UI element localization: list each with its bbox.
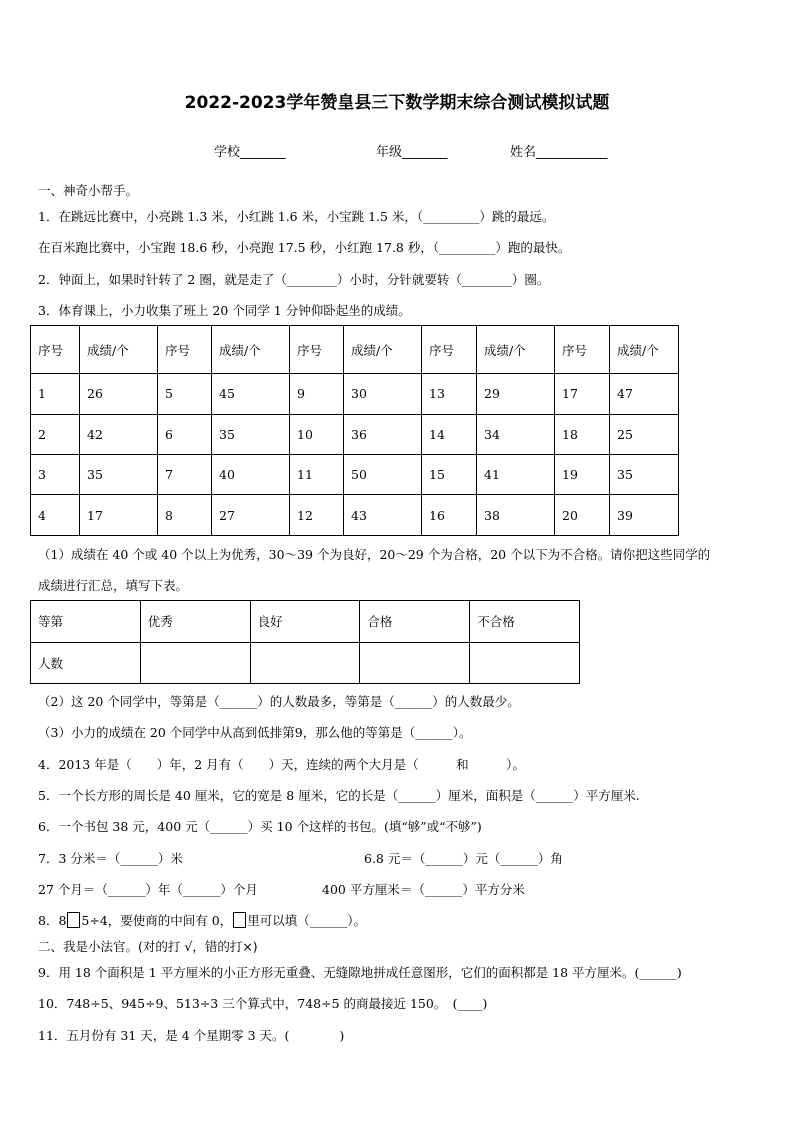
table-cell: 13 [422,374,477,414]
header-cell: 序号 [422,326,477,374]
section-1-heading: 一、神奇小帮手。 [38,183,139,198]
table-cell: 29 [477,374,555,414]
table-cell: 3 [31,455,80,495]
question-7a: 7．3 分米＝（______）米 [38,851,183,866]
question-8-suffix: 里可以填（______）。 [247,913,366,928]
page-title: 2022-2023学年赞皇县三下数学期末综合测试模拟试题 [184,93,610,113]
table-cell: 50 [344,455,422,495]
question-1a: 1．在跳远比赛中，小亮跳 1.3 米，小红跳 1.6 米，小宝跳 1.5 米，（_________）跳的最远。 [38,209,555,224]
question-4: 4．2013 年是（ ）年，2 月有（ ）天，连续的两个大月是（ 和 ）。 [38,757,525,772]
table-cell: 25 [610,414,679,454]
header-cell: 成绩/个 [610,326,679,374]
question-11: 11．五月份有 31 天，是 4 个星期零 3 天。( ) [38,1028,345,1043]
answer-cell[interactable] [140,642,250,684]
answer-cell[interactable] [250,642,360,684]
header-cell: 成绩/个 [212,326,290,374]
grade-field: 年级_______ [376,145,448,160]
table-row [31,414,679,454]
header-cell: 成绩/个 [80,326,158,374]
table-cell: 14 [422,414,477,454]
question-7b: 6.8 元＝（______）元（______）角 [364,851,563,866]
table-header-row [31,326,679,374]
table-cell: 10 [290,414,344,454]
question-5: 5．一个长方形的周长是 40 厘米，它的宽是 8 厘米，它的长是（______）厘米，面积是（______）平方厘米. [38,788,640,803]
header-cell: 序号 [290,326,344,374]
table-cell: 30 [344,374,422,414]
table-cell: 7 [158,455,212,495]
question-3-part-2: （2）这 20 个同学中，等第是（______）的人数最多，等第是（______）的人数最少。 [38,694,520,709]
header-cell: 等第 [31,601,141,643]
name-field: 姓名___________ [510,145,608,160]
blank-box[interactable] [67,912,80,928]
header-cell: 优秀 [140,601,250,643]
table-cell: 47 [610,374,679,414]
question-3-part-1b: 成绩进行汇总，填写下表。 [38,578,189,593]
table-cell: 1 [31,374,80,414]
table-cell: 38 [477,495,555,536]
table-cell: 35 [80,455,158,495]
question-8 [38,911,366,929]
question-6: 6．一个书包 38 元，400 元（______）买 10 个这样的书包。(填“够”或“不够”) [38,819,482,834]
table-cell: 16 [422,495,477,536]
question-7c: 27 个月＝（______）年（______）个月 [38,882,258,897]
table-cell: 11 [290,455,344,495]
table-cell: 19 [555,455,610,495]
table-cell: 26 [80,374,158,414]
table-cell: 17 [555,374,610,414]
question-3-part-1a: （1）成绩在 40 个或 40 个以上为优秀，30～39 个为良好，20～29 个为合格，20 个以下为不合格。请你把这些同学的 [38,547,711,562]
question-3-part-3: （3）小力的成绩在 20 个同学中从高到低排第9，那么他的等第是（______）。 [38,725,472,740]
header-cell: 序号 [158,326,212,374]
table-cell: 9 [290,374,344,414]
question-9: 9．用 18 个面积是 1 平方厘米的小正方形无重叠、无缝隙地拼成任意图形，它们的面积都是 18 平方厘米。(______) [38,965,682,980]
header-cell: 成绩/个 [477,326,555,374]
question-8-middle: 5÷4，要使商的中间有 0， [81,913,233,928]
table-cell: 36 [344,414,422,454]
table-cell: 45 [212,374,290,414]
table-row [31,642,580,684]
header-cell: 序号 [31,326,80,374]
table-cell: 20 [555,495,610,536]
question-7d: 400 平方厘米＝（______）平方分米 [322,882,525,897]
table-cell: 2 [31,414,80,454]
table-cell: 4 [31,495,80,536]
section-2-heading: 二、我是小法官。(对的打 √，错的打×) [38,939,258,954]
table-cell: 35 [212,414,290,454]
table-cell: 40 [212,455,290,495]
question-1b: 在百米跑比赛中，小宝跑 18.6 秒，小亮跑 17.5 秒，小红跑 17.8 秒，（_________）跑的最快。 [38,240,571,255]
table-header-row [31,601,580,643]
table-cell: 6 [158,414,212,454]
table-row [31,374,679,414]
school-field: 学校_______ [214,145,286,160]
table-cell: 35 [610,455,679,495]
situp-score-table [30,325,679,536]
header-cell: 序号 [555,326,610,374]
table-cell: 34 [477,414,555,454]
table-cell: 12 [290,495,344,536]
table-cell: 27 [212,495,290,536]
question-2: 2．钟面上，如果时针转了 2 圈，就是走了（________）小时，分针就要转（________）圈。 [38,272,550,287]
question-10: 10．748÷5、945÷9、513÷3 三个算式中，748÷5 的商最接近 150。 (____) [38,996,488,1011]
table-cell: 5 [158,374,212,414]
table-row [31,455,679,495]
blank-box[interactable] [233,912,246,928]
row-label-cell: 人数 [31,642,141,684]
table-cell: 8 [158,495,212,536]
header-cell: 合格 [360,601,470,643]
question-3: 3．体育课上，小力收集了班上 20 个同学 1 分钟仰卧起坐的成绩。 [38,303,411,318]
table-cell: 41 [477,455,555,495]
header-cell: 不合格 [470,601,580,643]
grade-summary-table [30,600,580,684]
answer-cell[interactable] [470,642,580,684]
table-cell: 43 [344,495,422,536]
question-8-prefix: 8．8 [38,913,67,928]
table-cell: 39 [610,495,679,536]
table-cell: 15 [422,455,477,495]
table-cell: 42 [80,414,158,454]
table-row [31,495,679,536]
table-cell: 17 [80,495,158,536]
header-cell: 成绩/个 [344,326,422,374]
header-cell: 良好 [250,601,360,643]
table-cell: 18 [555,414,610,454]
answer-cell[interactable] [360,642,470,684]
